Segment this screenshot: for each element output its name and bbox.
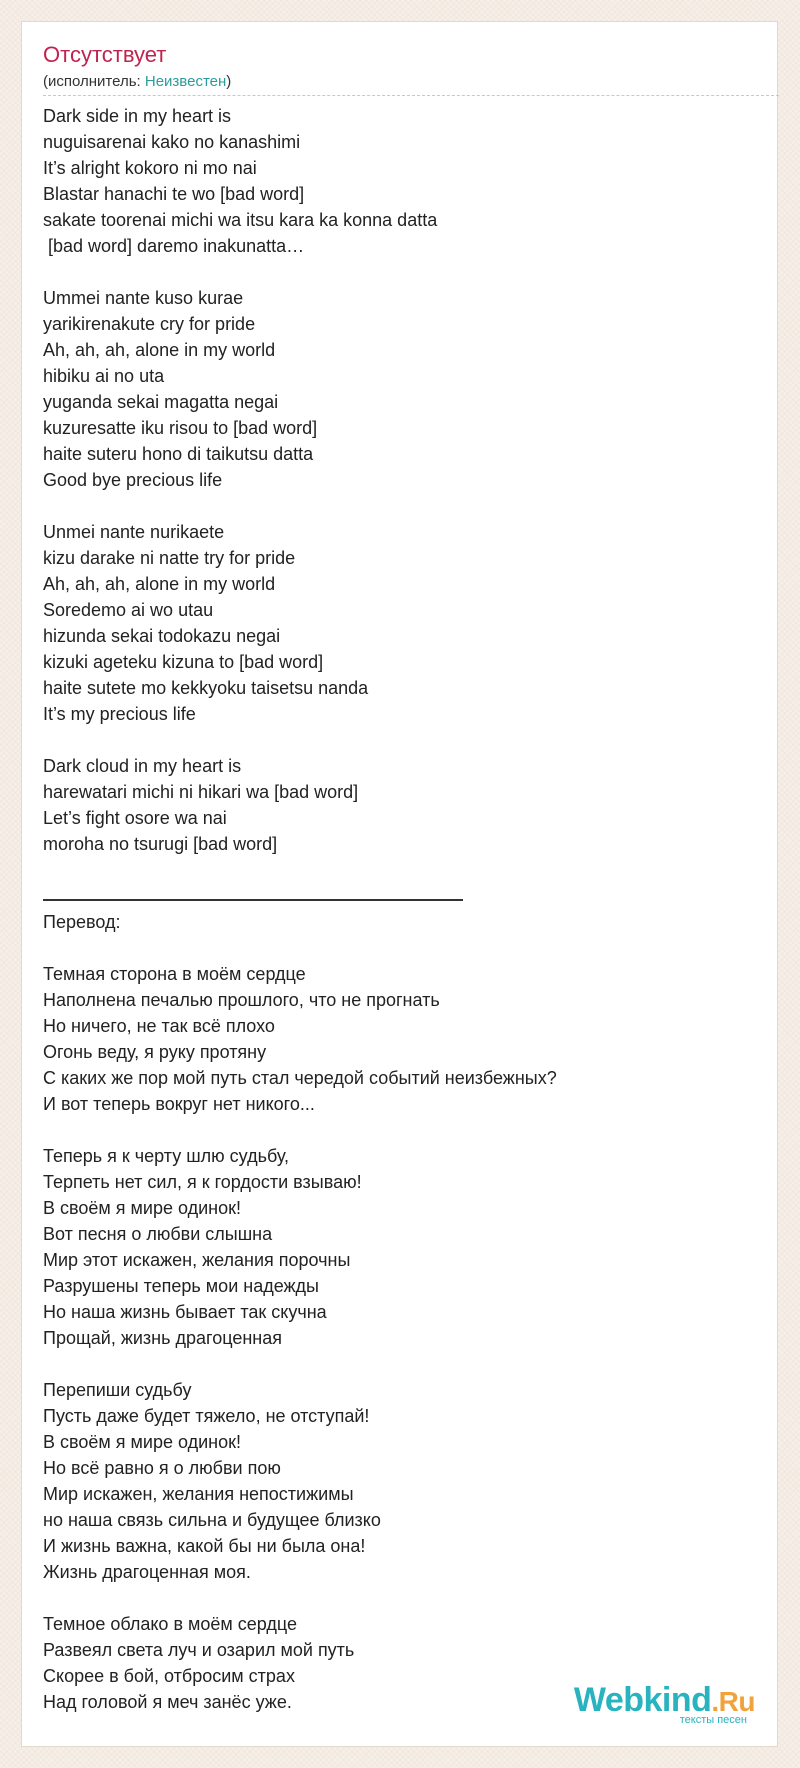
lyric-line: It’s alright kokoro ni mo nai (43, 158, 257, 178)
blank-line (43, 259, 763, 285)
lyric-line: sakate toorenai michi wa itsu kara ka konna datta (43, 210, 438, 230)
lyric-line: Мир искажен, желания непостижимы (43, 1484, 354, 1504)
lyric-line: Перепиши судьбу (43, 1380, 192, 1400)
lyric-line: nuguisarenai kako no kanashimi (43, 132, 301, 152)
lyric-line: Прощай, жизнь драгоценная (43, 1328, 282, 1348)
blank-line (43, 1117, 763, 1143)
song-title: Отсутствует (43, 42, 167, 67)
lyric-line: Вот песня о любви слышна (43, 1224, 273, 1244)
lyric-line: Ah, ah, ah, alone in my world (43, 340, 276, 360)
blank-line (43, 935, 763, 961)
lyric-line: [bad word] daremo inakunatta… (43, 236, 305, 256)
lyric-line: Ummei nante kuso kurae (43, 288, 244, 308)
lyric-line: Но всё равно я о любви пою (43, 1458, 281, 1478)
lyric-line: Над головой я меч занёс уже. (43, 1692, 292, 1712)
logo-main-text: Webkind (573, 1681, 712, 1719)
lyric-line: Огонь веду, я руку протяну (43, 1042, 267, 1062)
lyrics-card (21, 21, 778, 1747)
logo-wordmark (574, 1683, 755, 1717)
lyric-line: Soredemo ai wo utau (43, 600, 214, 620)
artist-line (43, 73, 231, 90)
lyric-line: hibiku ai no uta (43, 366, 165, 386)
lyric-line: Мир этот искажен, желания порочны (43, 1250, 351, 1270)
lyric-line: Unmei nante nurikaete (43, 522, 225, 542)
lyric-line: Теперь я к черту шлю судьбу, (43, 1146, 290, 1166)
header-divider (43, 95, 779, 96)
lyric-line: Наполнена печалью прошлого, что не прогнать (43, 990, 440, 1010)
lyric-line: Good bye precious life (43, 470, 223, 490)
lyric-line: haite suteru hono di taikutsu datta (43, 444, 314, 464)
lyric-line: Терпеть нет сил, я к гордости взываю! (43, 1172, 362, 1192)
lyric-line: И жизнь важна, какой бы ни была она! (43, 1536, 366, 1556)
lyric-line: Скорее в бой, отбросим страх (43, 1666, 295, 1686)
lyric-line: haite sutete mo kekkyoku taisetsu nanda (43, 678, 369, 698)
lyric-line: moroha no tsurugi [bad word] (43, 834, 278, 854)
lyric-line: Перевод: (43, 912, 121, 932)
lyric-line: Темная сторона в моём сердце (43, 964, 306, 984)
lyric-line: harewatari michi ni hikari wa [bad word] (43, 782, 359, 802)
lyric-line: Ah, ah, ah, alone in my world (43, 574, 276, 594)
lyric-line: yuganda sekai magatta negai (43, 392, 279, 412)
artist-suffix: ) (226, 73, 232, 90)
lyric-line: Жизнь драгоценная моя. (43, 1562, 251, 1582)
lyric-line: Темное облако в моём сердце (43, 1614, 298, 1634)
lyric-line: И вот теперь вокруг нет никого... (43, 1094, 315, 1114)
lyric-line: kizu darake ni natte try for pride (43, 548, 296, 568)
lyric-line: Разрушены теперь мои надежды (43, 1276, 319, 1296)
blank-line (43, 493, 763, 519)
lyric-line: Но ничего, не так всё плохо (43, 1016, 275, 1036)
artist-link[interactable]: Неизвестен (144, 73, 227, 90)
artist-prefix: (исполнитель: (43, 73, 145, 90)
lyric-line: С каких же пор мой путь стал чередой событий неизбежных? (43, 1068, 557, 1088)
lyric-line: It’s my precious life (43, 704, 196, 724)
blank-line (43, 1585, 763, 1611)
logo-tagline: тексты песен (679, 1714, 747, 1726)
lyric-line: В своём я мире одинок! (43, 1432, 241, 1452)
lyric-line: но наша связь сильна и будущее близко (43, 1510, 381, 1530)
lyric-line: hizunda sekai todokazu negai (43, 626, 281, 646)
lyric-line: Пусть даже будет тяжело, не отступай! (43, 1406, 370, 1426)
lyric-line: Blastar hanachi te wo [bad word] (43, 184, 305, 204)
blank-line (43, 857, 763, 883)
blank-line (43, 727, 763, 753)
lyric-line: yarikirenakute cry for pride (43, 314, 256, 334)
lyrics-text (43, 103, 763, 1715)
lyric-line: Let’s fight osore wa nai (43, 808, 227, 828)
lyric-line: kizuki ageteku kizuna to [bad word] (43, 652, 324, 672)
blank-line (43, 1351, 763, 1377)
site-logo[interactable] (574, 1683, 755, 1726)
lyric-line: В своём я мире одинок! (43, 1198, 241, 1218)
logo-suffix-text: .Ru (711, 1686, 755, 1717)
lyric-line: kuzuresatte iku risou to [bad word] (43, 418, 318, 438)
lyric-line: Dark side in my heart is (43, 106, 232, 126)
translation-separator (43, 883, 763, 909)
lyric-line: Развеял света луч и озарил мой путь (43, 1640, 355, 1660)
lyric-line: Dark cloud in my heart is (43, 756, 242, 776)
lyric-line: Но наша жизнь бывает так скучна (43, 1302, 327, 1322)
